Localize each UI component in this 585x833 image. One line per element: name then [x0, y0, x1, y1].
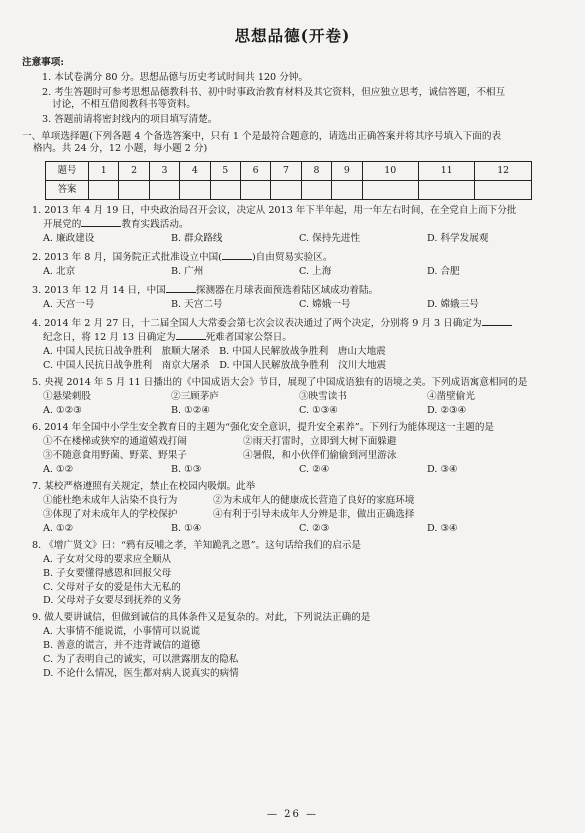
- table-cell: 3: [149, 161, 179, 180]
- fill-blank[interactable]: [222, 250, 252, 260]
- options-row: [22, 299, 563, 311]
- items-row: [22, 391, 563, 403]
- items-row: [22, 436, 563, 448]
- option[interactable]: C. ②④: [299, 463, 330, 475]
- option[interactable]: B. 广州: [171, 265, 204, 277]
- option[interactable]: B. 群众路线: [171, 232, 223, 244]
- question-7: 7. 某校严格遵照有关规定，禁止在校园内吸烟。此举: [32, 480, 256, 492]
- option[interactable]: D. 科学发展观: [427, 232, 489, 244]
- note-item: 1. 本试卷满分 80 分。思想品德与历史考试时间共 120 分钟。: [42, 71, 308, 83]
- section-instructions: 一、单项选择题(下列各题 4 个备选答案中，只有 1 个是最符合题意的，请选出正确答案并将其序号填入下面的表 格内。共 24 分，12 小题，每小题 2 分): [22, 130, 502, 154]
- statement-item: ②为未成年人的健康成长营造了良好的家庭环境: [213, 494, 415, 506]
- statement-item: ④有利于引导未成年人分辨是非，做出正确选择: [213, 508, 415, 520]
- statement-item: ④凿壁偷光: [427, 390, 475, 402]
- statement-item: ②三顾茅庐: [171, 390, 219, 402]
- fill-blank[interactable]: [482, 316, 512, 326]
- answer-cell[interactable]: [332, 180, 362, 199]
- question-9: 9. 做人要讲诚信，但做到诚信的具体条件又是复杂的。对此，下列说法正确的是: [32, 612, 371, 624]
- option[interactable]: B. ①③: [171, 463, 202, 475]
- items-row: [22, 495, 563, 507]
- option[interactable]: A. 大事情不能说谎，小事情可以说谎: [43, 626, 200, 638]
- statement-item: ②雨天打雷时，立即到大树下面躲避: [243, 435, 397, 447]
- notes-heading: 注意事项:: [22, 57, 64, 68]
- option[interactable]: D. 合肥: [427, 265, 460, 277]
- answer-cell[interactable]: [89, 180, 119, 199]
- statement-item: ④暑假，和小伙伴们偷偷到河里游泳: [243, 449, 397, 461]
- option[interactable]: D. 不论什么情况，医生都对病人说真实的病情: [43, 668, 239, 680]
- page-number: — 26 —: [266, 808, 319, 820]
- options-row: [22, 266, 563, 278]
- table-header: 答案: [46, 180, 89, 199]
- options-row: [22, 405, 563, 417]
- table-cell: 8: [301, 161, 331, 180]
- option[interactable]: D. 父母对子女要尽到抚养的义务: [43, 595, 182, 607]
- answer-table-number-row: [46, 161, 532, 180]
- note-item: 2. 考生答题时可参考思想品德教科书、初中时事政治教育材料及其它资料，但应独立思考，诚信答题，不相互 讨论，不相互借阅教科书等资料。: [42, 86, 506, 110]
- items-row: [22, 509, 563, 521]
- answer-cell[interactable]: [210, 180, 240, 199]
- option[interactable]: A. 天宫一号: [43, 298, 95, 310]
- statement-item: ①悬梁刺股: [43, 390, 91, 402]
- options-row: [22, 523, 563, 535]
- items-row: [22, 450, 563, 462]
- table-header: 题号: [46, 161, 89, 180]
- table-cell: 9: [332, 161, 362, 180]
- answer-cell[interactable]: [301, 180, 331, 199]
- option[interactable]: A. 子女对父母的要求应全顺从: [43, 553, 172, 565]
- table-cell: 11: [418, 161, 474, 180]
- option[interactable]: D. ③④: [427, 522, 458, 534]
- option[interactable]: C. 嫦娥一号: [299, 298, 351, 310]
- fill-blank[interactable]: [166, 283, 196, 293]
- option[interactable]: C. 父母对子女的爱是伟大无私的: [43, 581, 181, 593]
- answer-cell[interactable]: [418, 180, 474, 199]
- statement-item: ③映雪读书: [299, 390, 347, 402]
- option[interactable]: A. ①②③: [43, 404, 82, 416]
- table-cell: 7: [271, 161, 301, 180]
- answer-cell[interactable]: [180, 180, 210, 199]
- answer-cell[interactable]: [240, 180, 270, 199]
- option[interactable]: C. 保持先进性: [299, 232, 361, 244]
- statement-item: ③不随意食用野菌、野菜、野果子: [43, 449, 187, 461]
- option[interactable]: A. 北京: [43, 265, 76, 277]
- option[interactable]: B. 善意的谎言，并不违背诚信的道德: [43, 640, 201, 652]
- statement-item: ①不在楼梯或狭窄的通道嬉戏打闹: [43, 435, 187, 447]
- option[interactable]: A. ①②: [43, 463, 74, 475]
- table-cell: 10: [362, 161, 418, 180]
- note-item: 3. 答题前请将密封线内的项目填写清楚。: [42, 113, 218, 125]
- option[interactable]: B. ①②④: [171, 404, 210, 416]
- option[interactable]: B. ①④: [171, 522, 202, 534]
- question-6: 6. 2014 年全国中小学生安全教育日的主题为“强化安全意识，提升安全素养”。下列行为能体现这一主题的是: [32, 421, 495, 433]
- statement-item: ③体现了对未成年人的学校保护: [43, 508, 178, 520]
- options-row: [22, 464, 563, 476]
- option[interactable]: C. 为了表明自己的诚实，可以泄露朋友的隐私: [43, 654, 239, 666]
- options-row: [22, 233, 563, 245]
- question-3: 3. 2013 年 12 月 14 日，中国 探测器在月球表面预选着陆区域成功着陆。: [32, 284, 379, 296]
- question-1: 1. 2013 年 4 月 19 日，中央政治局召开会议，决定从 2013 年下半年起，用一年左右时间，在全党自上而下分批 开展党的 教育实践活动。: [32, 204, 517, 230]
- answer-cell[interactable]: [362, 180, 418, 199]
- table-cell: 2: [119, 161, 149, 180]
- option[interactable]: B. 天宫二号: [171, 298, 223, 310]
- option[interactable]: D. ②③④: [427, 404, 467, 416]
- answer-table-answer-row: [46, 180, 532, 199]
- option[interactable]: D. ③④: [427, 463, 458, 475]
- option[interactable]: C. ②③: [299, 522, 330, 534]
- option[interactable]: C. ①③④: [299, 404, 338, 416]
- option[interactable]: A. ①②: [43, 522, 74, 534]
- answer-cell[interactable]: [271, 180, 301, 199]
- option[interactable]: D. 嫦娥三号: [427, 298, 479, 310]
- statement-item: ①能杜绝未成年人沾染不良行为: [43, 494, 178, 506]
- page-title: 思想品德(开卷): [234, 26, 351, 45]
- table-cell: 1: [89, 161, 119, 180]
- option[interactable]: A. 中国人民抗日战争胜利 旅顺大屠杀 B. 中国人民解放战争胜利 唐山大地震: [43, 345, 386, 357]
- answer-cell[interactable]: [149, 180, 179, 199]
- fill-blank[interactable]: [176, 330, 206, 340]
- option[interactable]: B. 子女要懂得感恩和回报父母: [43, 567, 172, 579]
- fill-blank[interactable]: [81, 217, 121, 227]
- question-5: 5. 央视 2014 年 5 月 11 日播出的《中国成语大会》节目，展现了中国成语独有的语境之美。下列成语寓意相同的是: [32, 376, 528, 388]
- table-cell: 6: [240, 161, 270, 180]
- option[interactable]: C. 中国人民抗日战争胜利 南京大屠杀 D. 中国人民解放战争胜利 汶川大地震: [43, 359, 387, 371]
- option[interactable]: C. 上海: [299, 265, 332, 277]
- table-cell: 5: [210, 161, 240, 180]
- question-8: 8. 《增广贤文》曰：“鸦有反哺之孝，羊知跪乳之恩”。这句话给我们的启示是: [32, 539, 362, 551]
- question-2: 2. 2013 年 8 月，国务院正式批准设立中国( )自由贸易实验区。: [32, 251, 333, 263]
- answer-cell[interactable]: [475, 180, 532, 199]
- answer-cell[interactable]: [119, 180, 149, 199]
- option[interactable]: A. 廉政建设: [43, 232, 95, 244]
- table-cell: 12: [475, 161, 532, 180]
- question-4: 4. 2014 年 2 月 27 日，十二届全国人大常委会第七次会议表决通过了两个决定，分别将 9 月 3 日确定为 纪念日，将 12 月 13 日确定为 死难者国家公祭日。: [22, 316, 563, 344]
- answer-table: [45, 161, 532, 200]
- table-cell: 4: [180, 161, 210, 180]
